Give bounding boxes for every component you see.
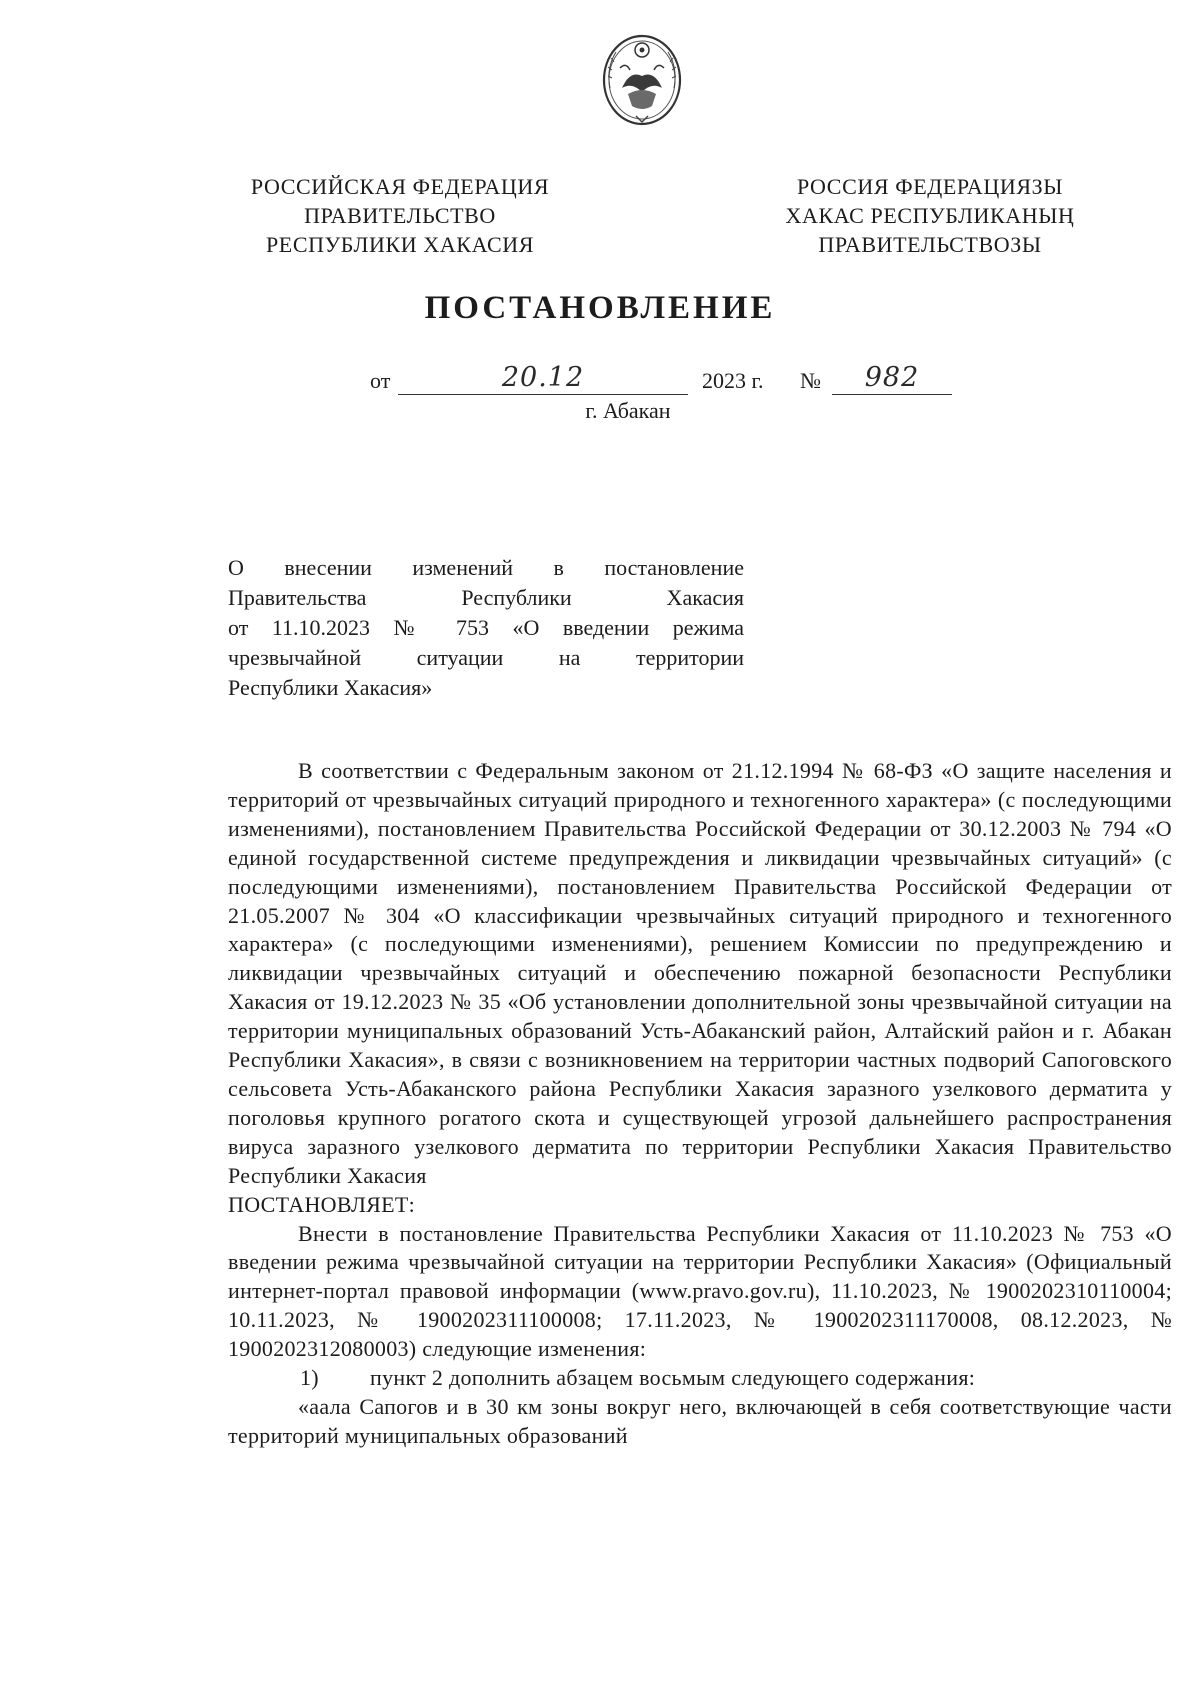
- subject-line-5: Республики Хакасия»: [228, 675, 433, 700]
- header-right-line-1: РОССИЯ ФЕДЕРАЦИЯЗЫ: [796, 174, 1064, 199]
- header-right-line-2: ХАКАС РЕСПУБЛИКАНЫҢ: [785, 203, 1075, 228]
- number-sign: №: [800, 368, 821, 393]
- year-label: 2023 г.: [702, 368, 764, 393]
- subject-line-4: чрезвычайной ситуации на территории: [228, 645, 744, 670]
- subject-line-2: Правительства Республики Хакасия: [228, 585, 744, 610]
- header-right-line-3: ПРАВИТЕЛЬСТВОЗЫ: [818, 232, 1042, 257]
- subject-line-3: от 11.10.2023 № 753 «О введении режима: [228, 615, 744, 640]
- coat-of-arms-icon: [600, 28, 684, 132]
- subject-block: [228, 553, 744, 703]
- amendment-paragraph: Внести в постановление Правительства Республики Хакасия от 11.10.2023 № 753 «О введении режима чрезвычайной ситуации на территории Республики Хакасия» (Официальный интернет-портал правовой информации (www.pravo.gov.ru), 11.10.2023, № 1900202310110004; 10.11.2023, № 1900202311100008; 17.11.2023, № 1900202311170008, 08.12.2023, № 1900202312080003) следующие изменения:: [228, 1220, 1172, 1362]
- date-prefix: от: [370, 368, 391, 393]
- date-number-line: [0, 362, 1200, 402]
- handwritten-date: 20.12: [501, 362, 585, 393]
- document-type-title: ПОСТАНОВЛЕНИЕ: [424, 290, 776, 326]
- date-field: [398, 362, 688, 395]
- header-left: [200, 172, 600, 259]
- item-1: [228, 1364, 1172, 1393]
- quote-paragraph: «аала Сапогов и в 30 км зоны вокруг него, включающей в себя соответствующие части территорий муниципальных образований: [228, 1393, 1172, 1448]
- header-left-line-1: РОССИЙСКАЯ ФЕДЕРАЦИЯ: [250, 174, 550, 199]
- handwritten-number: 982: [864, 362, 920, 393]
- subject-line-1: О внесении изменений в постановление: [228, 555, 744, 580]
- body-text: [228, 757, 1172, 1451]
- header-right: [730, 172, 1130, 259]
- city-label: г. Абакан: [585, 398, 671, 423]
- decree-word: ПОСТАНОВЛЯЕТ:: [228, 1191, 416, 1217]
- preamble-paragraph: В соответствии с Федеральным законом от 21.12.1994 № 68-ФЗ «О защите населения и территорий от чрезвычайных ситуаций природного и техногенного характера» (с последующими изменениями), постановлением Правительства Российской Федерации от 30.12.2003 № 794 «О единой государственной системе предупреждения и ликвидации чрезвычайных ситуаций» (с последующими изменениями), постановлением Правительства Российской Федерации от 21.05.2007 № 304 «О классификации чрезвычайных ситуаций природного и техногенного характера» (с последующими изменениями), решением Комиссии по предупреждению и ликвидации чрезвычайных ситуаций и обеспечению пожарной безопасности Республики Хакасия от 19.12.2023 № 35 «Об установлении дополнительной зоны чрезвычайной ситуации на территории муниципальных образований Усть-Абаканский район, Алтайский район и г. Абакан Республики Хакасия», в связи с возникновением на территории частных подворий Сапоговского сельсовета Усть-Абаканского района Республики Хакасия заразного узелкового дерматита у поголовья крупного рогатого скота и существующей угрозой дальнейшего распространения вируса заразного узелкового дерматита по территории Республики Хакасия Правительство Республики Хакасия: [228, 758, 1172, 1188]
- number-field: [832, 362, 952, 395]
- item-1-marker: 1): [300, 1365, 319, 1391]
- item-1-text: пункт 2 дополнить абзацем восьмым следующего содержания:: [370, 1365, 976, 1391]
- header-left-line-3: РЕСПУБЛИКИ ХАКАСИЯ: [265, 232, 535, 257]
- header-left-line-2: ПРАВИТЕЛЬСТВО: [304, 203, 496, 228]
